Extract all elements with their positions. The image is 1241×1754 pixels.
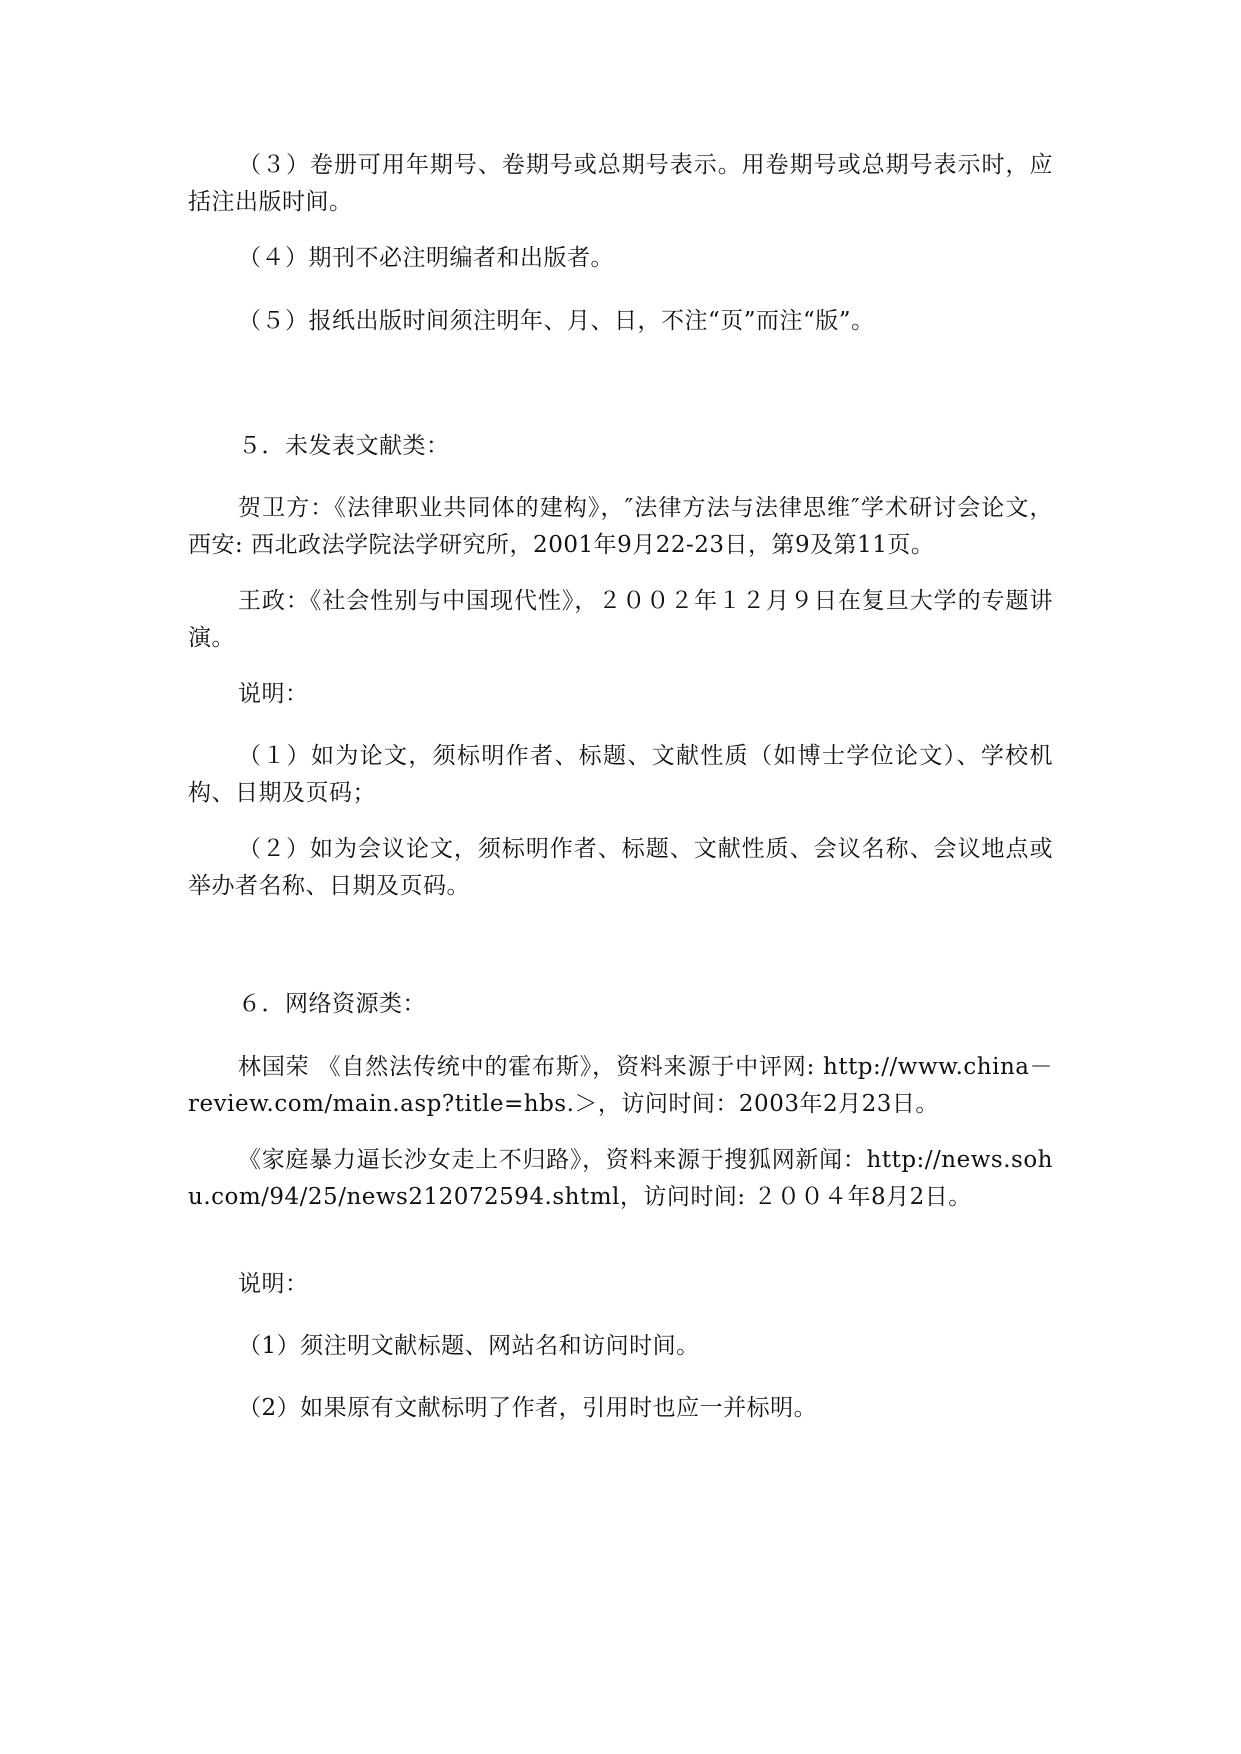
unpublished-note-2: （２）如为会议论文，须标明作者、标题、文献性质、会议名称、会议地点或举办者名称、日期及页码。 — [188, 836, 1053, 899]
unpublished-note-1: （１）如为论文，须标明作者、标题、文献性质（如博士学位论文）、学校机构、日期及页码； — [188, 743, 1053, 806]
online-note-2: （2）如果原有文献标明了作者，引用时也应一并标明。 — [238, 1395, 818, 1421]
unpublished-example-1: 贺卫方：《法律职业共同体的建构》，″法律方法与法律思维″学术研讨会论文，西安: 西北政法学院法学研究所，2001年9月22-23日，第9及第11页。 — [188, 495, 1053, 558]
online-heading: ６．网络资源类： — [238, 991, 426, 1017]
unpublished-example-2: 王政：《社会性别与中国现代性》，２００２年１２月９日在复旦大学的专题讲演。 — [188, 588, 1053, 651]
online-example-1: 林国荣 《自然法传统中的霍布斯》，资料来源于中评网: http://www.china－review.com/main.asp?title=hbs.＞，访问时间：2003年2月23日。 — [188, 1054, 1053, 1117]
journal-note-3: （３）卷册可用年期号、卷期号或总期号表示。用卷期号或总期号表示时，应括注出版时间。 — [188, 152, 1053, 215]
unpublished-heading: ５．未发表文献类： — [238, 433, 450, 459]
unpublished-explain-label: 说明： — [238, 681, 309, 707]
online-explain-label: 说明： — [238, 1271, 309, 1297]
online-note-1: （1）须注明文献标题、网站名和访问时间。 — [238, 1333, 700, 1359]
journal-note-4: （４）期刊不必注明编者和出版者。 — [238, 245, 614, 271]
online-example-2: 《家庭暴力逼长沙女走上不归路》，资料来源于搜狐网新闻：http://news.sohu.com/94/25/news212072594.shtml，访问时间: ２００４年8月2日。 — [188, 1147, 1053, 1210]
journal-note-5: （５）报纸出版时间须注明年、月、日，不注“页”而注“版”。 — [238, 308, 875, 334]
